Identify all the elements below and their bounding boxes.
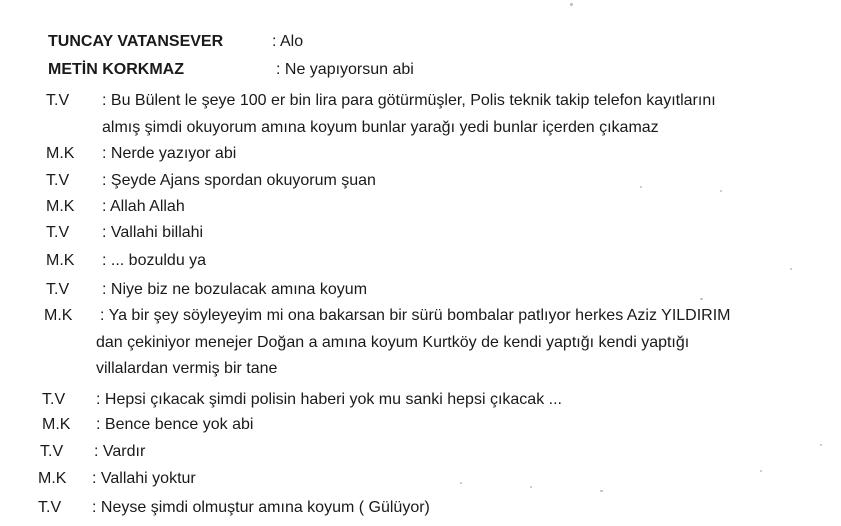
utterance: : Şeyde Ajans spordan okuyorum şuan — [102, 172, 376, 189]
speaker-code: T.V — [46, 172, 70, 189]
speaker-code: M.K — [42, 416, 71, 433]
speaker-code: T.V — [40, 443, 64, 460]
speaker-code: M.K — [46, 252, 75, 269]
speaker-name: TUNCAY VATANSEVER — [48, 33, 224, 50]
utterance: : Ya bir şey söyleyeyim mi ona bakarsan bir sürü bombalar patlıyor herkes Aziz YILDIRIM — [100, 307, 731, 324]
dialogue-continuation: dan çekiniyor menejer Doğan a amına koyum Kurtköy de kendi yaptığı kendi yaptığı — [96, 334, 690, 351]
scan-speck — [720, 190, 722, 192]
utterance: : Niye biz ne bozulacak amına koyum — [102, 281, 368, 298]
scan-speck — [570, 3, 573, 6]
utterance: : Nerde yazıyor abi — [102, 145, 237, 162]
speaker-code: M.K — [46, 198, 75, 215]
utterance: : Vardır — [94, 443, 146, 460]
speaker-code: T.V — [46, 281, 70, 298]
speaker-code: T.V — [46, 224, 70, 241]
scan-speck — [460, 482, 462, 484]
dialogue-continuation: villalardan vermiş bir tane — [96, 360, 278, 377]
utterance: : Ne yapıyorsun abi — [276, 61, 414, 78]
utterance: : Bence bence yok abi — [96, 416, 254, 433]
utterance: : Vallahi billahi — [102, 224, 204, 241]
speaker-name: METİN KORKMAZ — [48, 61, 184, 78]
speaker-code: T.V — [38, 499, 62, 516]
scan-speck — [530, 486, 532, 488]
scan-speck — [600, 490, 603, 492]
utterance: : Vallahi yoktur — [92, 470, 196, 487]
scan-speck — [640, 186, 642, 188]
scan-speck — [760, 470, 762, 472]
utterance: : Alo — [272, 33, 304, 50]
scan-speck — [820, 444, 822, 446]
speaker-code: T.V — [46, 92, 70, 109]
dialogue-continuation: almış şimdi okuyorum amına koyum bunlar yarağı yedi bunlar içerden çıkamaz — [102, 119, 659, 136]
utterance: : Hepsi çıkacak şimdi polisin haberi yok mu sanki hepsi çıkacak ... — [96, 391, 562, 408]
scan-speck — [790, 268, 792, 270]
speaker-code: M.K — [46, 145, 75, 162]
utterance: : Allah Allah — [102, 198, 185, 215]
utterance: : ... bozuldu ya — [102, 252, 207, 269]
scan-speck — [700, 298, 703, 300]
speaker-code: M.K — [44, 307, 73, 324]
speaker-code: T.V — [42, 391, 66, 408]
utterance: : Bu Bülent le şeye 100 er bin lira para götürmüşler, Polis teknik takip telefon kayıtlarını — [102, 92, 716, 109]
utterance: : Neyse şimdi olmuştur amına koyum ( Gülüyor) — [92, 499, 430, 516]
speaker-code: M.K — [38, 470, 67, 487]
